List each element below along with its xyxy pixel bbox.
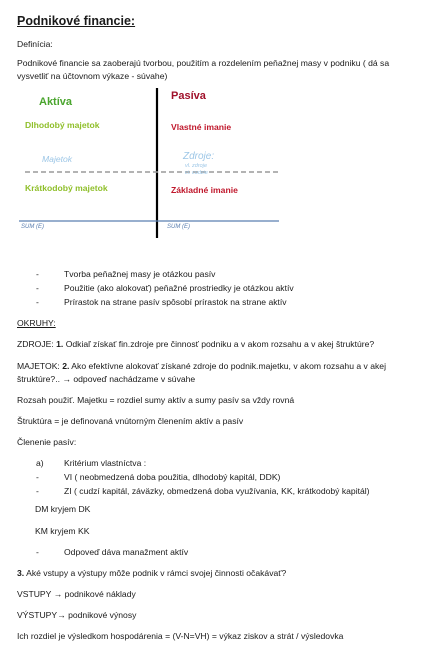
q3-line	[17, 568, 286, 579]
zdroje-text: Odkiaľ získať fin.zdroje pre činnosť podniku a v akom rozsahu a v akej štruktúre?	[63, 339, 375, 349]
bullet-dash: -	[36, 269, 39, 279]
dm-line: DM kryjem DK	[35, 504, 91, 514]
majetok-label: Majetok	[42, 154, 73, 164]
zdroje-num: 1.	[56, 339, 64, 349]
bullet-dash: -	[36, 547, 39, 557]
zakladne-imanie-label: Základné imanie	[171, 185, 238, 195]
bullet-text: Použitie (ako alokovať) peňažné prostriedky je otázkou aktív	[64, 283, 294, 293]
majetok-text: Ako efektívne alokovať získané zdroje do podnik.majetku, v akom rozsahu a v akej	[69, 361, 386, 371]
definition-line-1: Podnikové financie sa zaoberajú tvorbou, použitím a rozdelením peňažnej masy v podniku ( dá sa	[17, 58, 390, 68]
majetok-line	[17, 361, 386, 372]
definition-line-2: vysvetliť na účtovnom výkaze - súvahe)	[17, 71, 168, 81]
cudzie-zdroje-label: ci. cudzie	[185, 170, 208, 176]
aktiva-heading: Aktíva	[39, 96, 73, 108]
vlastne-imanie-label: Vlastné imanie	[171, 122, 232, 132]
vstupy-line: VSTUPY → podnikové náklady	[17, 589, 136, 599]
sum-left-label: SUM (E)	[21, 224, 44, 230]
kriterium-text: Kritérium vlastníctva :	[64, 458, 147, 468]
majetok-prefix: MAJETOK:	[17, 361, 63, 371]
q3-text: Aké vstupy a výstupy môže podnik v rámci svojej činnosti očakávať?	[24, 568, 287, 578]
bullet-text: Prírastok na strane pasív spôsobí prírastok na strane aktív	[64, 297, 287, 307]
sum-bottom-label: SUM (E)	[167, 224, 190, 230]
rozsah-line: Rozsah použiť. Majetku = rozdiel sumy aktív a sumy pasív sa vždy rovná	[17, 395, 295, 405]
bullet-dash: -	[36, 472, 39, 482]
bullet-dash: -	[36, 283, 39, 293]
zdroje-label: Zdroje:	[183, 151, 215, 162]
kratkodoby-majetok-label: Krátkodobý majetok	[25, 183, 108, 193]
km-line: KM kryjem KK	[35, 526, 90, 536]
dlhodoby-majetok-label: Dlhodobý majetok	[25, 120, 100, 130]
rozdiel-line: Ich rozdiel je výsledkom hospodárenia = (V-N=VH) = výkaz ziskov a strát / výsledovka	[17, 631, 344, 641]
bullet-text: VI ( neobmedzená doba použitia, dlhodobý kapitál, DDK)	[64, 472, 281, 482]
struktura-line: Štruktúra = je definovaná vnútorným členením aktív a pasív	[17, 416, 244, 426]
q3-num: 3.	[17, 568, 25, 578]
bullet-text: Tvorba peňažnej masy je otázkou pasív	[64, 269, 216, 279]
diagram-lines	[17, 88, 287, 240]
majetok-cont: štruktúre?.. → odpoveď nachádzame v súvahe	[17, 374, 196, 384]
zdroje-line	[17, 339, 374, 350]
pasiva-heading: Pasíva	[171, 90, 206, 102]
bullet-dash: -	[36, 486, 39, 496]
bullet-text: ZI ( cudzí kapitál, záväzky, obmedzená doba využívania, KK, krátkodobý kapitál)	[64, 486, 370, 496]
okruhy-heading: OKRUHY:	[17, 318, 56, 328]
definicia-label: Definícia:	[17, 39, 53, 49]
bullet-text: Odpoveď dáva manažment aktív	[64, 547, 189, 557]
bullet-dash: -	[36, 297, 39, 307]
kriterium-mark: a)	[36, 458, 44, 468]
balance-sheet-diagram	[17, 88, 287, 240]
zdroje-prefix: ZDROJE:	[17, 339, 57, 349]
clenenie-line: Členenie pasív:	[17, 437, 77, 447]
vl-zdroje-label: vl. zdroje	[185, 163, 208, 169]
page-title: Podnikové financie:	[17, 14, 136, 28]
majetok-num: 2.	[62, 361, 70, 371]
vystupy-line: VÝSTUPY→ podnikové výnosy	[17, 610, 137, 620]
